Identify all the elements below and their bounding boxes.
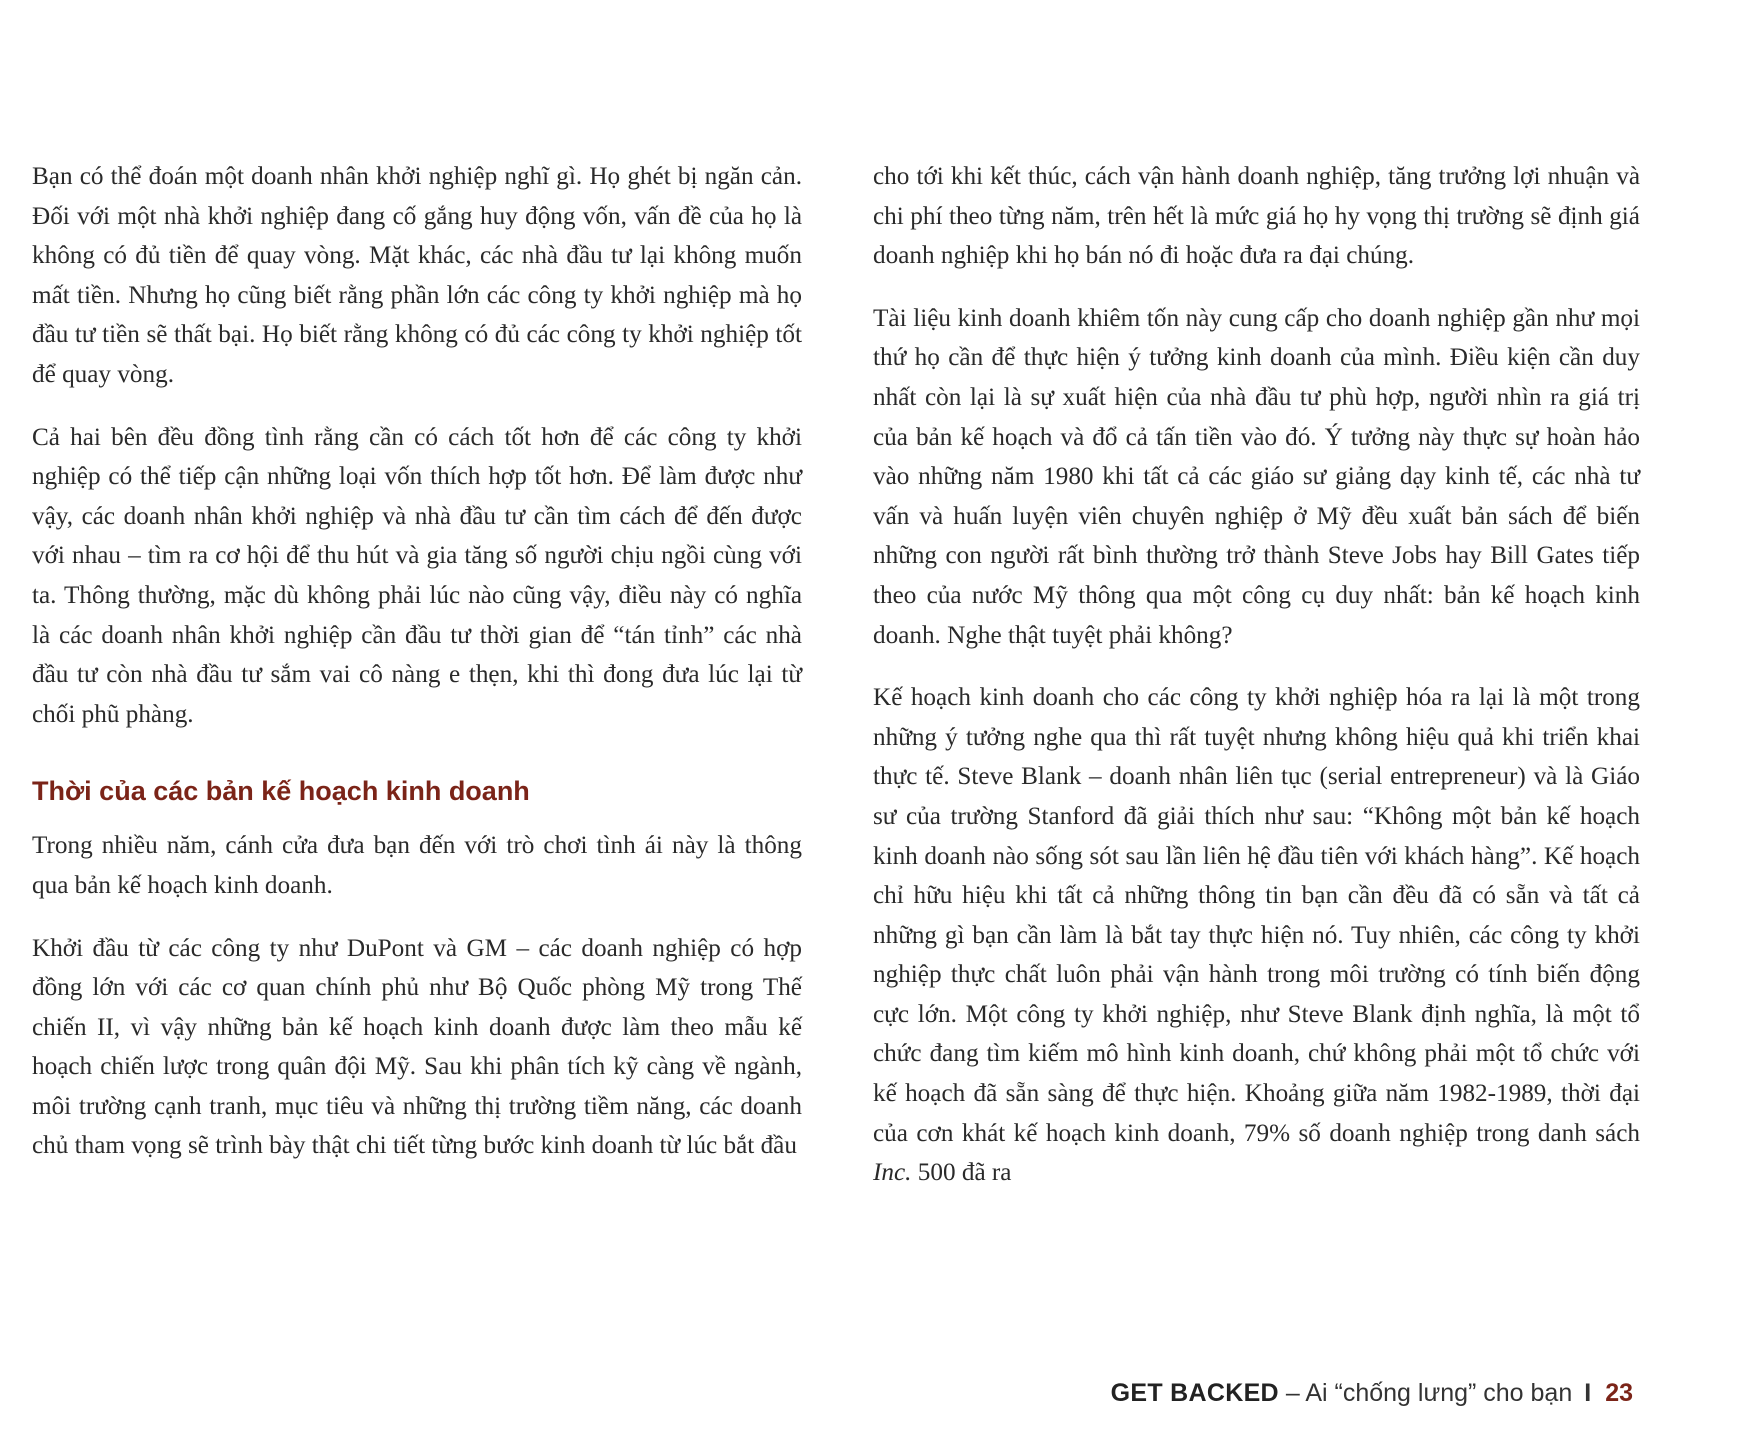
paragraph: Khởi đầu từ các công ty như DuPont và GM – các doanh nghiệp có hợp đồng lớn với các cơ quan chính phủ như Bộ Quốc phòng Mỹ trong Thế chiến II, vì vậy những bản kế hoạch kinh doanh được làm theo mẫu kế hoạch chiến lược trong quân đội Mỹ. Sau khi phân tích kỹ càng về ngành, môi trường cạnh tranh, mục tiêu và những thị trường tiềm năng, các doanh chủ tham vọng sẽ trình bày thật chi tiết từng bước kinh doanh từ lúc bắt đầu [32, 934, 802, 1160]
right-column [873, 157, 1640, 1216]
paragraph-text: 500 đã ra [911, 1159, 1012, 1187]
magazine-name: Inc. [873, 1159, 912, 1187]
book-subtitle: – Ai “chống lưng” cho bạn [1278, 1379, 1573, 1407]
book-title: GET BACKED [1110, 1379, 1279, 1407]
paragraph-text: Kế hoạch kinh doanh cho các công ty khởi nghiệp hóa ra lại là một trong những ý tưởng nghe qua thì rất tuyệt nhưng không hiệu quả khi triển khai thực tế. Steve Blank – doanh nhân liên tục (serial entrepreneur) và là Giáo sư của trường Stanford đã giải thích như sau: “Không một bản kế hoạch kinh doanh nào sống sót sau lần liên hệ đầu tiên với khách hàng”. Kế hoạch chỉ hữu hiệu khi tất cả những thông tin bạn cần đều đã có sẵn và tất cả những gì bạn cần làm là bắt tay thực hiện nó. Tuy nhiên, các công ty khởi nghiệp thực chất luôn phải vận hành trong môi trường có tính biến động cực lớn. Một công ty khởi nghiệp, như Steve Blank định nghĩa, là một tổ chức đang tìm kiếm mô hình kinh doanh, chứ không phải một tổ chức với kế hoạch đã sẵn sàng để thực hiện. Khoảng giữa năm 1982-1989, thời đại của cơn khát kế hoạch kinh doanh, 79% số doanh nghiệp trong danh sách [873, 684, 1640, 1147]
paragraph: Tài liệu kinh doanh khiêm tốn này cung cấp cho doanh nghiệp gần như mọi thứ họ cần để thực hiện ý tưởng kinh doanh của mình. Điều kiện cần duy nhất còn lại là sự xuất hiện của nhà đầu tư phù hợp, người nhìn ra giá trị của bản kế hoạch và đổ cả tấn tiền vào đó. Ý tưởng này thực sự hoàn hảo vào những năm 1980 khi tất cả các giáo sư giảng dạy kinh tế, các nhà tư vấn và huấn luyện viên chuyên nghiệp ở Mỹ đều xuất bản sách để biến những con người rất bình thường trở thành Steve Jobs hay Bill Gates tiếp theo của nước Mỹ thông qua một công cụ duy nhất: bản kế hoạch kinh doanh. Nghe thật tuyệt phải không? [873, 304, 1640, 649]
paragraph: Trong nhiều năm, cánh cửa đưa bạn đến với trò chơi tình ái này là thông qua bản kế hoạch kinh doanh. [32, 832, 802, 899]
section-heading: Thời của các bản kế hoạch kinh doanh [32, 776, 530, 807]
left-column [32, 157, 802, 1189]
paragraph: Bạn có thể đoán một doanh nhân khởi nghiệp nghĩ gì. Họ ghét bị ngăn cản. Đối với một nhà khởi nghiệp đang cố gắng huy động vốn, vấn đề của họ là không có đủ tiền để quay vòng. Mặt khác, các nhà đầu tư lại không muốn mất tiền. Nhưng họ cũng biết rằng phần lớn các công ty khởi nghiệp mà họ đầu tư tiền sẽ thất bại. Họ biết rằng không có đủ các công ty khởi nghiệp tốt để quay vòng. [32, 163, 802, 388]
paragraph [873, 678, 1640, 1193]
page-number: 23 [1605, 1379, 1633, 1407]
paragraph: Cả hai bên đều đồng tình rằng cần có cách tốt hơn để các công ty khởi nghiệp có thể tiếp cận những loại vốn thích hợp tốt hơn. Để làm được như vậy, các doanh nhân khởi nghiệp và nhà đầu tư cần tìm cách để đến được với nhau – tìm ra cơ hội để thu hút và gia tăng số người chịu ngồi cùng với ta. Thông thường, mặc dù không phải lúc nào cũng vậy, điều này có nghĩa là các doanh nhân khởi nghiệp cần đầu tư thời gian để “tán tỉnh” các nhà đầu tư còn nhà đầu tư sắm vai cô nàng e thẹn, khi thì đong đưa lúc lại từ chối phũ phàng. [32, 423, 802, 728]
paragraph: cho tới khi kết thúc, cách vận hành doanh nghiệp, tăng trưởng lợi nhuận và chi phí theo từng năm, trên hết là mức giá họ hy vọng thị trường sẽ định giá doanh nghiệp khi họ bán nó đi hoặc đưa ra đại chúng. [873, 163, 1640, 270]
footer-separator: I [1584, 1379, 1592, 1407]
page-footer [1111, 1378, 1633, 1408]
